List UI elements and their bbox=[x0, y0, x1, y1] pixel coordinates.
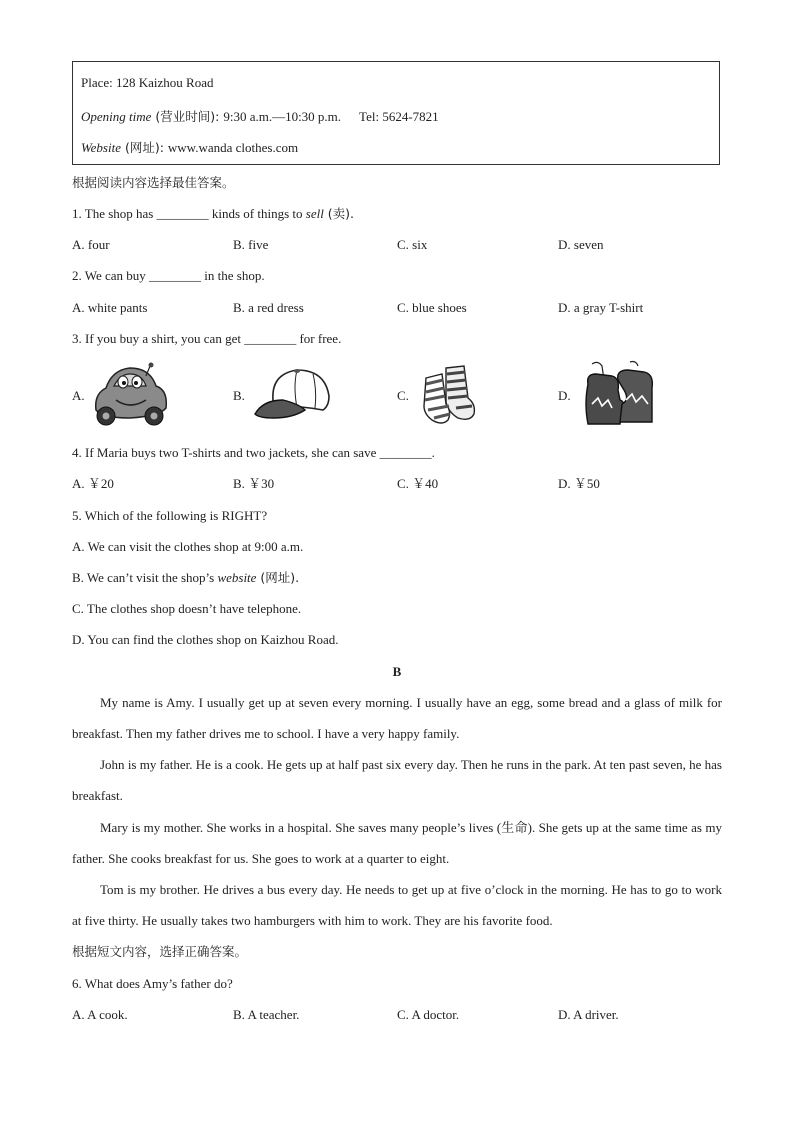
passage-paragraph-4: Tom is my brother. He drives a bus every day. He needs to get up at five o’clock in the morning. He has to go to work at five thirty. He usually takes two hamburgers with him to work. They are his favorite food. bbox=[72, 882, 722, 928]
q3-option-c: C. bbox=[397, 388, 409, 403]
q2-option-c: C. blue shoes bbox=[397, 300, 467, 315]
cap-picture bbox=[253, 366, 333, 420]
instruction-b: 根据短文内容，选择正确答案。 bbox=[72, 944, 248, 959]
q1-option-d: D. seven bbox=[558, 237, 604, 252]
q4-option-a: A. ￥20 bbox=[72, 476, 114, 491]
ad-website: Website (网址): www.wanda clothes.com bbox=[81, 140, 299, 155]
q2-stem: 2. We can buy ________ in the shop. bbox=[72, 268, 265, 283]
q2-option-b: B. a red dress bbox=[233, 300, 304, 315]
q1-option-b: B. five bbox=[233, 237, 269, 252]
passage-paragraph-2: John is my father. He is a cook. He gets up at half past six every day. Then he runs in the park. At ten past seven, he has breakfast. bbox=[72, 757, 722, 803]
instruction-a: 根据阅读内容选择最佳答案。 bbox=[72, 175, 235, 190]
q6-option-a: A. A cook. bbox=[72, 1007, 128, 1022]
q2-option-a: A. white pants bbox=[72, 300, 148, 315]
q4-stem: 4. If Maria buys two T-shirts and two jackets, she can save ________. bbox=[72, 445, 435, 460]
q3-option-a: A. bbox=[72, 388, 85, 403]
q3-option-d: D. bbox=[558, 388, 571, 403]
q2-option-d: D. a gray T-shirt bbox=[558, 300, 644, 315]
section-b-title: B bbox=[392, 664, 402, 679]
q4-option-b: B. ￥30 bbox=[233, 476, 275, 491]
q5-option-a: A. We can visit the clothes shop at 9:00 a.m. bbox=[72, 539, 304, 554]
q3-option-b: B. bbox=[233, 388, 245, 403]
gloves-picture bbox=[582, 360, 656, 428]
q6-option-d: D. A driver. bbox=[558, 1007, 619, 1022]
q5-option-b: B. We can’t visit the shop’s website (网址). bbox=[72, 570, 300, 585]
passage-paragraph-3: Mary is my mother. She works in a hospital. She saves many people’s lives (生命). She gets up at the same time as my father. She cooks breakfast for us. She goes to work at a quarter to eight. bbox=[72, 820, 722, 866]
passage-paragraph-1: My name is Amy. I usually get up at seven every morning. I usually have an egg, some bread and a glass of milk for breakfast. Then my father drives me to school. I have a very happy family. bbox=[72, 695, 722, 741]
q1-option-a: A. four bbox=[72, 237, 110, 252]
q1-stem: 1. The shop has ________ kinds of things to sell (卖). bbox=[72, 206, 355, 221]
toy-car-picture bbox=[90, 360, 172, 430]
q5-stem: 5. Which of the following is RIGHT? bbox=[72, 508, 268, 523]
q6-stem: 6. What does Amy’s father do? bbox=[72, 976, 233, 991]
ad-place: Place: 128 Kaizhou Road bbox=[81, 75, 214, 90]
ad-opening-time: Opening time (营业时间): 9:30 a.m.—10:30 p.m. Tel: 5624-7821 bbox=[81, 109, 439, 124]
q4-option-c: C. ￥40 bbox=[397, 476, 439, 491]
q1-option-c: C. six bbox=[397, 237, 428, 252]
q6-option-b: B. A teacher. bbox=[233, 1007, 300, 1022]
q5-option-c: C. The clothes shop doesn’t have telephone. bbox=[72, 601, 302, 616]
q3-stem: 3. If you buy a shirt, you can get ________ for free. bbox=[72, 331, 342, 346]
advertisement-box bbox=[72, 61, 720, 165]
q5-option-d: D. You can find the clothes shop on Kaizhou Road. bbox=[72, 632, 339, 647]
socks-picture bbox=[416, 364, 484, 426]
q6-option-c: C. A doctor. bbox=[397, 1007, 460, 1022]
q4-option-d: D. ￥50 bbox=[558, 476, 600, 491]
